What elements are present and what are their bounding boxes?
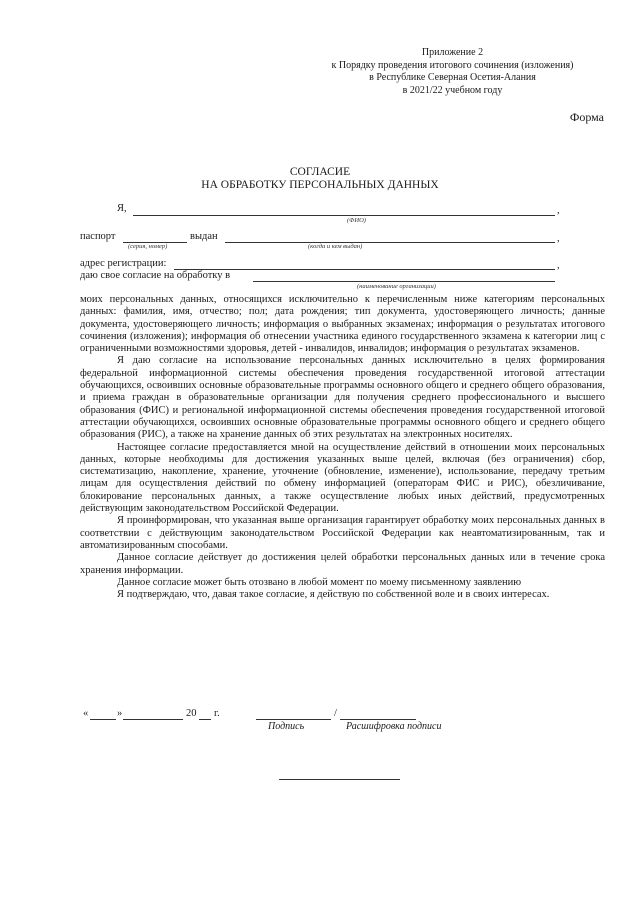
document-subtitle: НА ОБРАБОТКУ ПЕРСОНАЛЬНЫХ ДАННЫХ [201,179,439,191]
appendix-line-1: Приложение 2 [421,47,484,58]
address-label: адрес регистрации: [80,258,167,269]
paragraph-revocation: Данное согласие может быть отозвано в любой момент по моему письменному заявлению [117,576,522,588]
signature-slash: / [334,708,337,719]
address-comma: , [557,260,560,271]
series-caption: (серия, номер) [128,243,168,250]
signature-field[interactable] [256,719,331,720]
document-title: СОГЛАСИЕ [289,166,351,178]
issuer-caption: (когда и кем выдан) [308,243,363,250]
consent-body [80,294,605,601]
paragraph-actions: Настоящее согласие предоставляется мной на осуществление действий в отношении моих персональных данных, которые необходимы для достижения указанных выше целей, включая (без ограничения) сбор, систематизацию, накопление, хранение, уточнение (обновление, изменение), использование, передачу третьим лицам для осуществления действий по обмену информацией (операторам ФИС и РИС), обезличивание, блокирование персональных данных, а также осуществление любых иных действий, предусмотренных действующим законодательством Российской Федерации. [80,441,605,515]
organization-field[interactable] [253,281,555,282]
date-year-field[interactable] [199,719,211,720]
date-year-prefix: 20 [186,708,197,719]
paragraph-confirmation: Я подтверждаю, что, давая такое согласие, я действую по собственной воле и в своих интересах. [117,589,550,601]
signature-decode-caption: Расшифровка подписи [346,721,442,732]
appendix-line-2: к Порядку проведения итогового сочинения (изложения) [331,59,574,71]
date-day-field[interactable] [90,719,116,720]
consent-to-label: даю свое согласие на обработку в [80,270,231,281]
fio-comma: , [557,205,560,216]
signature-caption: Подпись [268,721,305,732]
fio-field[interactable] [133,215,555,216]
fio-caption: (ФИО) [347,217,366,224]
organization-caption: (наименование организации) [357,283,436,290]
bottom-signature-line[interactable] [279,779,400,780]
paragraph-informed: Я проинформирован, что указанная выше организация гарантирует обработку моих персональных данных в соответствии с действующим законодательством Российской Федерации как неавтоматизированным, так и автоматизированным способами. [80,515,605,551]
passport-issuer-field[interactable] [225,242,555,243]
date-quote-open: « [83,708,89,719]
address-field[interactable] [174,269,555,270]
date-quote-close: » [117,708,123,719]
date-year-suffix: г. [214,708,220,719]
paragraph-purpose: Я даю согласие на использование персональных данных исключительно в целях формирования федеральной информационной системы обеспечения проведения государственной итоговой аттестации обучающихся, освоивших основные образовательные программы основного общего и среднего общего образования, и приема граждан в образовательные организации для получения среднего профессионального и высшего образования (ФИС) и региональной информационной системы обеспечения проведения государственной итоговой аттестации обучающихся, освоивших основные образовательные программы основного общего и среднего общего образования (РИС), а также на хранение данных об этих результатах на электронных носителях. [80,355,605,441]
appendix-line-3: в Республике Северная Осетия-Алания [369,72,536,83]
issuer-comma: , [557,233,560,244]
paragraph-validity: Данное согласие действует до достижения целей обработки персональных данных или в течение срока хранения информации. [80,552,605,576]
appendix-header [300,47,605,97]
ya-label: Я, [117,203,127,214]
form-label: Форма [569,110,604,124]
date-month-field[interactable] [123,719,183,720]
issued-label: выдан [190,231,218,242]
passport-label: паспорт [80,231,116,242]
signature-decode-field[interactable] [340,719,416,720]
appendix-line-4: в 2021/22 учебном году [402,84,503,96]
paragraph-categories: моих персональных данных, относящихся исключительно к перечисленным ниже категориям персональных данных: фамилия, имя, отчество; пол; дата рождения; тип документа, удостоверяющего личность; данные документа, удостоверяющего личность; информация о выбранных экзаменах; информация о результатах итогового сочинения (изложения); информация об отнесении участника единого государственного экзамена к категории лиц с ограниченными возможностями здоровья, детей - инвалидов, инвалидов; информация о результатах экзаменов. [80,294,605,355]
